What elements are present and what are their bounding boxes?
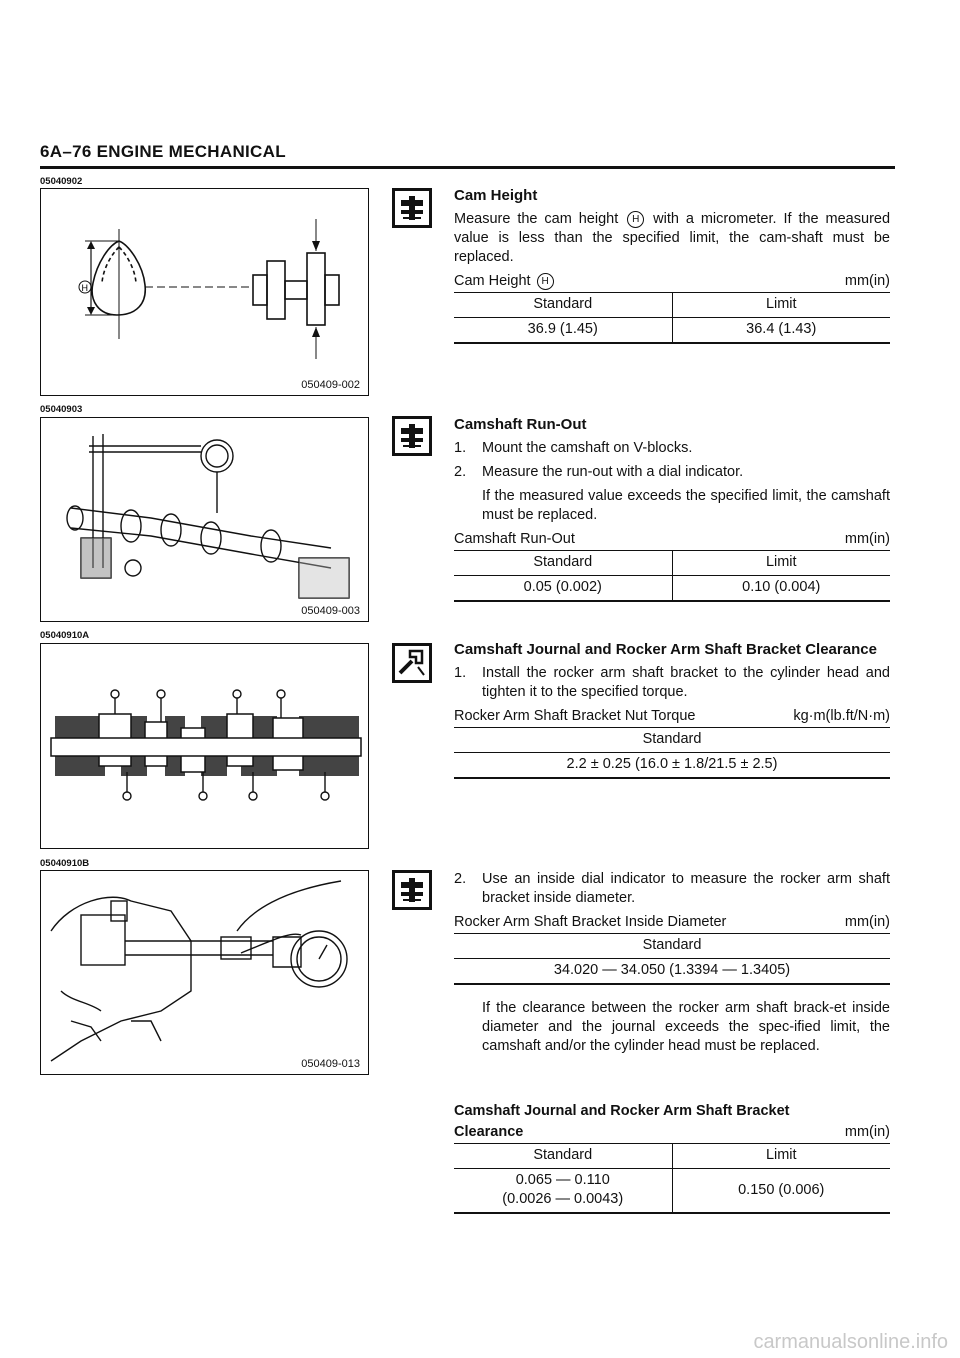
figure-label: 050409-003 [301, 605, 360, 617]
torque-table: Standard 2.2 ± 0.25 (16.0 ± 1.8/21.5 ± 2.5) [454, 728, 890, 779]
figure-rocker-bracket [40, 643, 369, 849]
spec-title-row: Cam Height H mm(in) [454, 272, 890, 293]
inside-diameter-table: Standard 34.020 — 34.050 (1.3394 — 1.3405) [454, 934, 890, 985]
section-title: Camshaft Run-Out [454, 416, 587, 433]
measure-tool-icon [392, 416, 432, 456]
measure-tool-icon [392, 870, 432, 910]
figure-code: 05040902 [40, 176, 83, 187]
rocker-bracket-illustration [41, 644, 370, 850]
journal-clearance-section [454, 640, 890, 779]
svg-text:H: H [81, 283, 88, 293]
inside-diameter-section [454, 870, 890, 1061]
runout-table: Standard Limit 0.05 (0.002) 0.10 (0.004) [454, 551, 890, 602]
figure-cam-height [40, 188, 369, 396]
step-item: 2. Measure the run-out with a dial indicator. [454, 464, 744, 480]
watermark: carmanualsonline.info [753, 1331, 948, 1353]
cam-height-table: Standard Limit 36.9 (1.45) 36.4 (1.43) [454, 293, 890, 344]
figure-code: 05040910A [40, 630, 90, 641]
cam-height-section [454, 186, 890, 344]
section-note: If the clearance between the rocker arm shaft brack-et inside diameter and the journal exceeds the spec-ified limit, the camshaft and/or the cylinder head must be replaced. [482, 1000, 890, 1054]
clearance-title: Camshaft Journal and Rocker Arm Shaft Bracket [454, 1103, 790, 1119]
page-header [40, 140, 895, 169]
section-note: If the measured value exceeds the specified limit, the camshaft must be replaced. [482, 488, 890, 523]
section-title: Camshaft Journal and Rocker Arm Shaft Bracket Clearance [454, 641, 877, 658]
h-marker: H [627, 211, 644, 228]
runout-illustration [41, 418, 370, 623]
inside-dial-illustration [41, 871, 370, 1076]
spec-title-row: Clearance mm(in) [454, 1123, 890, 1144]
figure-code: 05040903 [40, 404, 83, 415]
step-item: 1. Mount the camshaft on V-blocks. [454, 440, 693, 456]
section-title: Cam Height [454, 187, 538, 204]
figure-runout [40, 417, 369, 622]
figure-code: 05040910B [40, 858, 90, 869]
spec-title-row: Rocker Arm Shaft Bracket Nut Torque kg·m(lb.ft/N·m) [454, 707, 890, 728]
cam-height-illustration [41, 189, 370, 397]
clearance-section [454, 1102, 890, 1214]
step-item: 2. Use an inside dial indicator to measure the rocker arm shaft bracket inside diameter. [454, 871, 890, 906]
runout-section [454, 415, 890, 602]
step-item: 1. Install the rocker arm shaft bracket to the cylinder head and tighten it to the specified torque. [454, 665, 890, 700]
figure-inside-dial [40, 870, 369, 1075]
torque-wrench-icon [392, 643, 432, 683]
measure-tool-icon [392, 188, 432, 228]
page-title: 6A–76 ENGINE MECHANICAL [40, 142, 286, 161]
figure-label: 050409-013 [301, 1058, 360, 1070]
spec-title-row: Camshaft Run-Out mm(in) [454, 530, 890, 551]
figure-label: 050409-002 [301, 379, 360, 391]
clearance-table: Standard Limit 0.065 — 0.110 (0.0026 — 0.0043) 0.150 (0.006) [454, 1144, 890, 1214]
section-text: Measure the cam height H with a micrometer. If the measured value is less than the specified limit, the cam-shaft must be replaced. [454, 211, 891, 265]
spec-title-row: Rocker Arm Shaft Bracket Inside Diameter mm(in) [454, 913, 890, 934]
